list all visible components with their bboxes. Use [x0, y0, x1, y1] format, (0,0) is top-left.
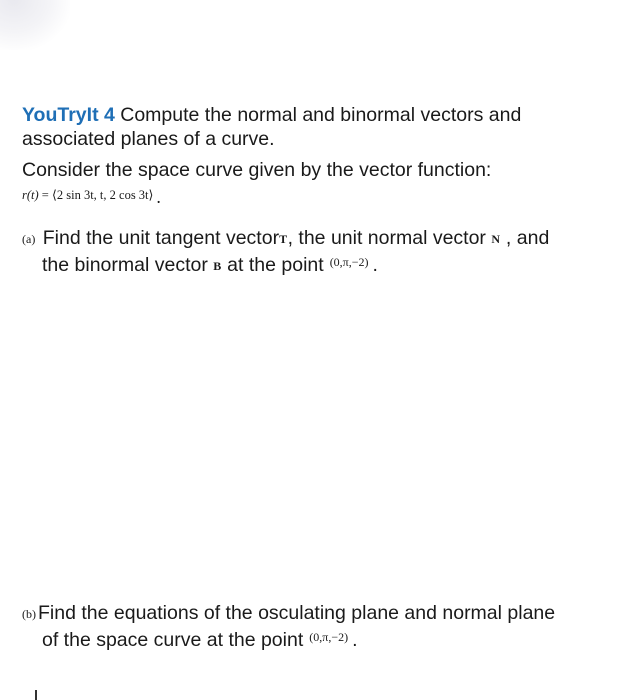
equation-rhs: ⟨2 sin 3t, t, 2 cos 3t⟩	[51, 188, 154, 202]
equation-lhs: r(t)	[22, 188, 39, 202]
part-a-text2: , the unit normal vector	[287, 227, 492, 249]
problem-title-line2: associated planes of a curve.	[22, 128, 275, 150]
brand-label: YouTryIt 4	[22, 104, 115, 126]
part-b-line2	[42, 625, 358, 652]
equation-equals: =	[38, 188, 52, 202]
part-a-line2-mid: at the point	[221, 254, 324, 276]
vector-function-equation	[22, 183, 161, 207]
part-a-line1	[22, 226, 549, 251]
part-b-label: (b)	[22, 607, 36, 621]
part-a-line2-start: the binormal vector	[42, 254, 214, 276]
normal-symbol: N	[491, 232, 501, 246]
part-b-line2-start: of the space curve at the point	[42, 629, 304, 651]
part-b-line2-end: .	[352, 629, 358, 651]
part-b-text1: Find the equations of the osculating plane and normal plane	[38, 602, 556, 624]
cropped-text-fragment	[35, 690, 37, 700]
corner-shade	[0, 0, 70, 50]
title-text: Compute the normal and binormal vectors and	[114, 104, 522, 126]
part-a-label: (a)	[22, 232, 36, 246]
binormal-symbol: B	[213, 259, 222, 273]
part-a-line2	[42, 250, 378, 278]
equation-end: .	[156, 187, 161, 207]
part-a-point: (0,π,−2)	[329, 255, 369, 269]
part-a-line2-end: .	[372, 254, 378, 276]
part-a-text3: , and	[500, 227, 550, 249]
problem-title-line1	[22, 103, 521, 127]
part-b-line1	[22, 601, 555, 626]
part-a-text1: Find the unit tangent vector	[37, 227, 280, 249]
problem-intro: Consider the space curve given by the vector function:	[22, 159, 492, 181]
part-b-point: (0,π,−2)	[309, 630, 349, 644]
tangent-symbol: T	[279, 232, 288, 246]
